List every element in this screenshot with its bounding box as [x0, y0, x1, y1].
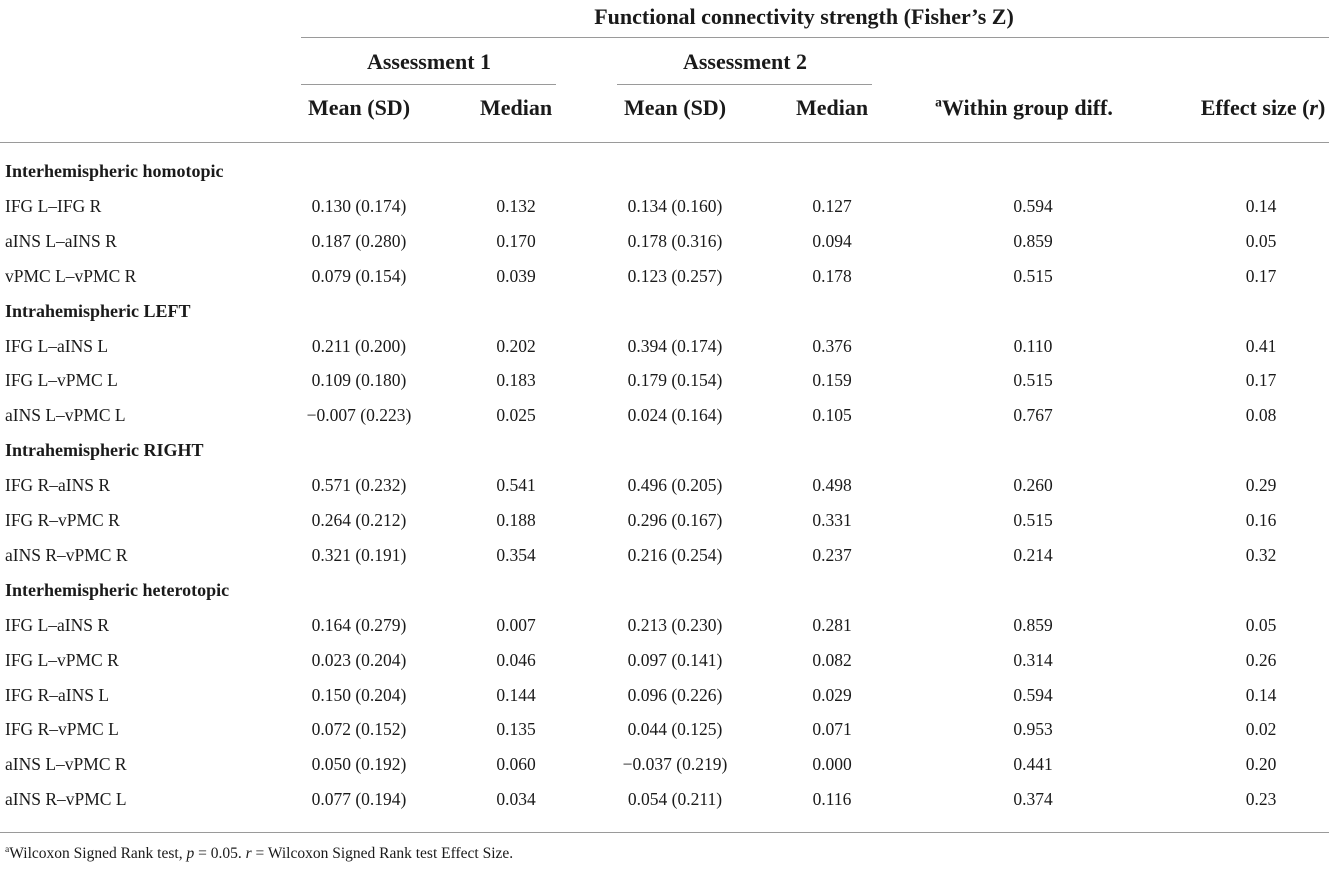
cell-effect-size: 0.02: [1245, 719, 1277, 740]
cell-effect-size: 0.29: [1245, 475, 1277, 496]
cell-a1-median: 0.132: [496, 195, 536, 216]
cell-a2-mean-sd: 0.178 (0.316): [627, 230, 723, 251]
cell-a1-mean-sd: 0.072 (0.152): [311, 719, 407, 740]
cell-a1-median: 0.541: [496, 475, 536, 496]
row-label: aINS L–vPMC L: [5, 405, 126, 426]
cell-a1-median: 0.183: [496, 370, 536, 391]
cell-a2-mean-sd: 0.394 (0.174): [627, 335, 723, 356]
cell-a2-mean-sd: 0.044 (0.125): [627, 719, 723, 740]
cell-within-group-diff: 0.767: [1013, 405, 1053, 426]
super-title-rule: [301, 37, 1329, 38]
cell-a1-mean-sd: 0.571 (0.232): [311, 475, 407, 496]
cell-effect-size: 0.14: [1245, 684, 1277, 705]
row-label: IFG L–vPMC L: [5, 370, 118, 391]
table-footnote: [5, 845, 513, 863]
row-label: aINS L–vPMC R: [5, 754, 127, 775]
col-header-a1-median: Median: [479, 95, 553, 120]
cell-within-group-diff: 0.859: [1013, 614, 1053, 635]
cell-a2-mean-sd: 0.216 (0.254): [627, 544, 723, 565]
cell-a2-mean-sd: 0.096 (0.226): [627, 684, 723, 705]
row-label: IFG L–vPMC R: [5, 649, 119, 670]
cell-a1-median: 0.188: [496, 510, 536, 530]
cell-within-group-diff: 0.515: [1013, 370, 1053, 391]
row-label: IFG R–vPMC R: [5, 510, 120, 530]
cell-a2-mean-sd: 0.213 (0.230): [627, 614, 723, 635]
cell-a2-median: 0.178: [812, 265, 852, 286]
col-header-effect-size: [1201, 95, 1326, 121]
cell-within-group-diff: 0.594: [1013, 684, 1053, 705]
within-footnote-marker: a: [935, 94, 942, 110]
cell-a2-median: 0.376: [812, 335, 852, 356]
cell-a2-median: 0.105: [812, 405, 852, 426]
cell-within-group-diff: 0.515: [1013, 265, 1053, 286]
cell-a1-median: 0.135: [496, 719, 536, 740]
table-bottom-rule: [0, 832, 1329, 833]
cell-a1-mean-sd: 0.164 (0.279): [311, 614, 407, 635]
cell-a1-mean-sd: −0.007 (0.223): [306, 405, 412, 426]
cell-a1-median: 0.144: [496, 684, 536, 705]
cell-effect-size: 0.23: [1245, 789, 1277, 810]
cell-a1-median: 0.170: [496, 230, 536, 251]
cell-within-group-diff: 0.260: [1013, 475, 1053, 496]
cell-a2-median: 0.127: [812, 195, 852, 216]
cell-a2-median: 0.159: [812, 370, 852, 391]
cell-within-group-diff: 0.214: [1013, 544, 1053, 565]
cell-a2-median: 0.281: [812, 614, 852, 635]
cell-effect-size: 0.41: [1245, 335, 1277, 356]
col-header-a2-median: Median: [795, 95, 869, 120]
cell-within-group-diff: 0.110: [1013, 335, 1053, 356]
cell-within-group-diff: 0.859: [1013, 230, 1053, 251]
cell-a2-median: 0.071: [812, 719, 852, 740]
cell-a2-median: 0.116: [812, 789, 852, 810]
cell-a1-median: 0.046: [496, 649, 536, 670]
row-label: IFG R–aINS L: [5, 684, 110, 705]
cell-a1-mean-sd: 0.130 (0.174): [311, 195, 407, 216]
effect-prefix: Effect size (: [1200, 95, 1310, 120]
cell-effect-size: 0.20: [1245, 754, 1277, 775]
cell-effect-size: 0.32: [1245, 544, 1277, 565]
cell-a1-median: 0.060: [496, 754, 536, 775]
cell-effect-size: 0.14: [1245, 195, 1277, 216]
cell-within-group-diff: 0.374: [1013, 789, 1053, 810]
cell-a1-median: 0.354: [496, 544, 536, 565]
cell-a2-median: 0.000: [812, 754, 852, 775]
group-heading: Intrahemispheric LEFT: [5, 300, 191, 321]
group-heading: Interhemispheric homotopic: [5, 161, 224, 181]
cell-effect-size: 0.05: [1245, 614, 1277, 635]
cell-a1-median: 0.025: [496, 405, 536, 426]
assessment2-rule: [617, 84, 872, 85]
cell-a1-mean-sd: 0.187 (0.280): [311, 230, 407, 251]
cell-within-group-diff: 0.314: [1013, 649, 1053, 670]
group-heading: Intrahemispheric RIGHT: [5, 440, 204, 461]
cell-a1-mean-sd: 0.321 (0.191): [311, 544, 407, 565]
footnote-text-3: = Wilcoxon Signed Rank test Effect Size.: [251, 845, 514, 862]
cell-effect-size: 0.17: [1245, 370, 1277, 391]
row-label: aINS R–vPMC L: [5, 789, 127, 810]
cell-a2-median: 0.237: [812, 544, 852, 565]
cell-a2-mean-sd: 0.097 (0.141): [627, 649, 723, 670]
cell-a2-median: 0.331: [812, 510, 852, 530]
within-label: Within group diff.: [941, 95, 1113, 120]
cell-effect-size: 0.16: [1245, 510, 1277, 530]
assessment2-header: Assessment 2: [682, 49, 808, 74]
cell-a1-mean-sd: 0.264 (0.212): [311, 510, 407, 530]
col-header-a1-mean-sd: Mean (SD): [307, 95, 411, 120]
cell-a1-mean-sd: 0.109 (0.180): [311, 370, 407, 391]
row-label: IFG L–aINS L: [5, 335, 109, 356]
row-label: IFG R–aINS R: [5, 475, 111, 496]
cell-within-group-diff: 0.441: [1013, 754, 1053, 775]
footnote-text-2: = 0.05.: [194, 845, 246, 862]
table-super-title: Functional connectivity strength (Fisher’s Z): [594, 4, 1014, 29]
cell-a2-mean-sd: 0.296 (0.167): [627, 510, 723, 530]
cell-a2-mean-sd: −0.037 (0.219): [622, 754, 728, 775]
row-label: IFG L–aINS R: [5, 614, 110, 635]
cell-a1-median: 0.202: [496, 335, 536, 356]
cell-a2-mean-sd: 0.054 (0.211): [627, 789, 723, 810]
effect-variable: r: [1309, 95, 1318, 120]
cell-a1-median: 0.039: [496, 265, 536, 286]
col-header-within-group-diff: [935, 95, 1113, 121]
cell-within-group-diff: 0.953: [1013, 719, 1053, 740]
cell-a2-median: 0.029: [812, 684, 852, 705]
cell-a2-mean-sd: 0.123 (0.257): [627, 265, 723, 286]
cell-a2-mean-sd: 0.134 (0.160): [627, 195, 723, 216]
cell-effect-size: 0.26: [1245, 649, 1277, 670]
cell-effect-size: 0.17: [1245, 265, 1277, 286]
cell-within-group-diff: 0.515: [1013, 510, 1053, 530]
header-bottom-rule: [0, 142, 1329, 143]
cell-a2-median: 0.498: [812, 475, 852, 496]
row-label: aINS L–aINS R: [5, 230, 117, 251]
cell-a2-mean-sd: 0.179 (0.154): [627, 370, 723, 391]
cell-a2-mean-sd: 0.024 (0.164): [627, 405, 723, 426]
assessment1-rule: [301, 84, 556, 85]
group-heading: Interhemispheric heterotopic: [5, 579, 230, 600]
footnote-p-variable: p: [186, 845, 195, 862]
cell-a1-mean-sd: 0.150 (0.204): [311, 684, 407, 705]
footnote-marker: a: [5, 843, 10, 855]
row-label: IFG L–IFG R: [5, 195, 102, 216]
cell-effect-size: 0.05: [1245, 230, 1277, 251]
footnote-text-1: Wilcoxon Signed Rank test,: [9, 845, 187, 862]
cell-within-group-diff: 0.594: [1013, 195, 1053, 216]
cell-a2-median: 0.094: [812, 230, 852, 251]
cell-a1-median: 0.034: [496, 789, 536, 810]
cell-a2-mean-sd: 0.496 (0.205): [627, 475, 723, 496]
cell-a2-median: 0.082: [812, 649, 852, 670]
row-label: aINS R–vPMC R: [5, 544, 128, 565]
cell-a1-mean-sd: 0.211 (0.200): [311, 335, 407, 356]
cell-a1-median: 0.007: [496, 614, 536, 635]
row-label: IFG R–vPMC L: [5, 719, 119, 740]
assessment1-header: Assessment 1: [366, 49, 492, 74]
cell-a1-mean-sd: 0.023 (0.204): [311, 649, 407, 670]
cell-a1-mean-sd: 0.077 (0.194): [311, 789, 407, 810]
footnote-r-variable: r: [245, 845, 252, 862]
cell-a1-mean-sd: 0.079 (0.154): [311, 265, 407, 286]
cell-effect-size: 0.08: [1245, 405, 1277, 426]
col-header-a2-mean-sd: Mean (SD): [623, 95, 727, 120]
row-label: vPMC L–vPMC R: [5, 265, 137, 286]
effect-suffix: ): [1317, 95, 1326, 120]
cell-a1-mean-sd: 0.050 (0.192): [311, 754, 407, 775]
